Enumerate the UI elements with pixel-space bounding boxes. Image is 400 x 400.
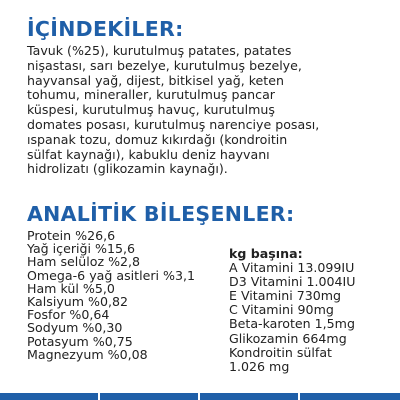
constituent-row: Kalsiyum %0,82 bbox=[27, 294, 129, 310]
additive-row: E Vitamini 730mg bbox=[229, 288, 342, 304]
analytic-heading: ANALİTİK BİLEŞENLER: bbox=[27, 202, 295, 226]
constituent-row: Fosfor %0,64 bbox=[27, 307, 110, 323]
ingredients-line: nişastası, sarı bezelye, kurutulmuş bezelye, bbox=[27, 57, 302, 73]
additive-row: Glikozamin 664mg bbox=[229, 330, 347, 346]
additive-row: A Vitamini 13.099IU bbox=[229, 260, 355, 276]
ingredients-line: ıspanak tozu, domuz kıkırdağı (kondroitin bbox=[27, 131, 288, 147]
ingredients-line: küspesi, kurutulmuş havuç, kurutulmuş bbox=[27, 102, 275, 118]
constituent-row: Ham selüloz %2,8 bbox=[27, 254, 141, 270]
ingredients-paragraph bbox=[27, 44, 399, 177]
constituent-row: Sodyum %0,30 bbox=[27, 320, 123, 336]
ingredients-line: tohumu, mineraller, kurutulmuş pancar bbox=[27, 87, 275, 103]
additive-row: Kondroitin sülfat bbox=[229, 344, 332, 360]
per-kg-additives-list bbox=[229, 247, 355, 374]
bar-divider bbox=[298, 393, 300, 400]
constituent-row: Potasyum %0,75 bbox=[27, 333, 133, 349]
additive-row: C Vitamini 90mg bbox=[229, 302, 334, 318]
ingredients-line: sülfat kaynağı), kabuklu deniz hayvanı bbox=[27, 146, 270, 162]
constituent-row: Ham kül %5,0 bbox=[27, 280, 115, 296]
additive-row: 1.026 mg bbox=[229, 358, 290, 374]
constituent-row: Omega-6 yağ asitleri %3,1 bbox=[27, 267, 196, 283]
bar-divider bbox=[98, 393, 100, 400]
constituent-row: Yağ içeriği %15,6 bbox=[27, 241, 136, 257]
per-kg-subheading: kg başına: bbox=[229, 246, 303, 261]
ingredients-line: hayvansal yağ, dijest, bitkisel yağ, keten bbox=[27, 72, 284, 88]
ingredients-line: Tavuk (%25), kurutulmuş patates, patates bbox=[27, 43, 292, 58]
additive-row: D3 Vitamini 1.004IU bbox=[229, 274, 356, 290]
ingredients-heading: İÇİNDEKİLER: bbox=[27, 17, 184, 41]
constituent-row: Protein %26,6 bbox=[27, 228, 116, 243]
ingredients-line: hidrolizatı (glikozamin kaynağı). bbox=[27, 161, 228, 177]
ingredients-line: domates posası, kurutulmuş narenciye posası, bbox=[27, 116, 320, 132]
constituent-row: Magnezyum %0,08 bbox=[27, 346, 148, 362]
bottom-color-bar bbox=[0, 393, 400, 400]
additive-row: Beta-karoten 1,5mg bbox=[229, 316, 355, 332]
analytic-constituents-list bbox=[27, 229, 195, 361]
bar-divider bbox=[198, 393, 200, 400]
